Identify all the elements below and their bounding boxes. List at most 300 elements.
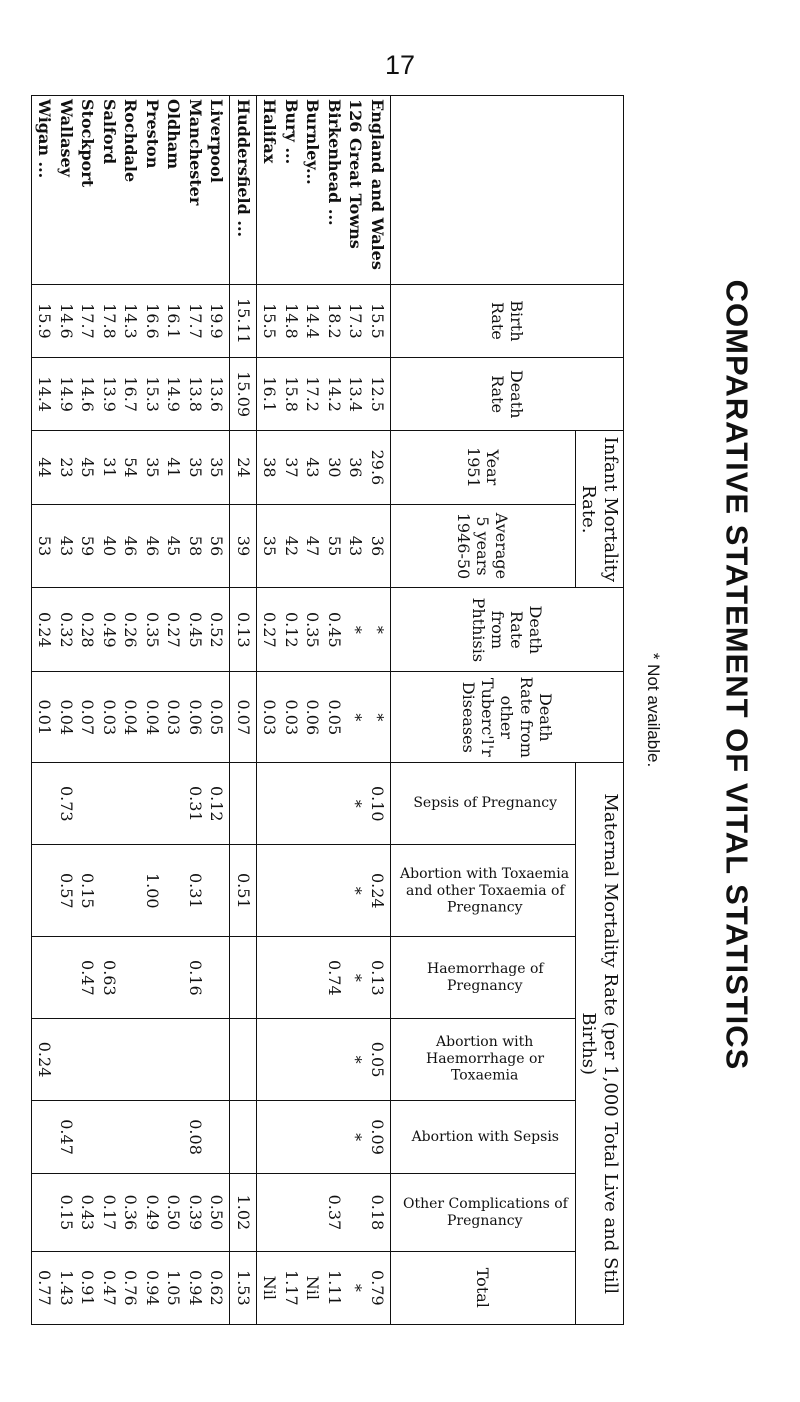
header-maternal-mortality: Maternal Mortality Rate (per 1,000 Total Live and Still Births)	[575, 763, 623, 1325]
cell-haemorrhage	[31, 937, 230, 1019]
area-name: England and Wales	[367, 99, 387, 270]
value: *	[346, 1055, 366, 1064]
value: 14.4	[35, 376, 55, 412]
value: 16.1	[260, 376, 280, 412]
value: 0.05	[367, 1041, 387, 1078]
value	[232, 1104, 254, 1170]
value: 17.7	[78, 303, 98, 339]
header-haemorrhage-label: Haemorrhage of Pregnancy	[426, 961, 544, 994]
value	[259, 1104, 281, 1170]
value: 41	[164, 457, 184, 478]
value	[98, 766, 120, 841]
value: 56	[207, 535, 227, 557]
value: 0.94	[142, 1270, 162, 1306]
value: 0.43	[78, 1194, 98, 1231]
cell-death-rate	[31, 358, 230, 431]
value	[163, 1104, 185, 1170]
value: 15.9	[35, 303, 55, 339]
value: 37	[281, 457, 301, 478]
value: 0.27	[164, 612, 184, 648]
value: 55	[324, 535, 344, 557]
header-sepsis-label: Sepsis of Pregnancy	[412, 795, 557, 812]
value: 0.06	[185, 699, 205, 736]
value: *	[346, 799, 366, 808]
value: 0.03	[164, 699, 184, 736]
value: 0.52	[207, 612, 227, 648]
value: 40	[99, 535, 119, 557]
cell-haemorrhage	[230, 937, 257, 1019]
value	[302, 1104, 324, 1170]
cell-abortion-haem-tox	[31, 1019, 230, 1101]
value	[34, 940, 56, 1015]
value	[259, 1177, 281, 1247]
area-name: Manchester	[185, 99, 205, 206]
value: 18.2	[324, 303, 344, 339]
value	[280, 940, 302, 1015]
header-infant-year-1951: Year 1951	[390, 431, 575, 504]
value: 38	[260, 457, 280, 478]
area-name: Halifax	[260, 99, 280, 164]
footnote-container	[640, 620, 666, 800]
value: 14.6	[78, 376, 98, 412]
value	[98, 1104, 120, 1170]
value: *	[346, 625, 366, 634]
value: 0.31	[185, 785, 205, 822]
value	[120, 766, 142, 841]
value	[323, 1022, 345, 1097]
value: 0.50	[164, 1194, 184, 1231]
value: 0.45	[324, 612, 344, 648]
value: 43	[303, 457, 323, 478]
cell-infant-average	[31, 504, 230, 588]
value	[323, 766, 345, 841]
value: 0.79	[367, 1270, 387, 1306]
value: 0.28	[78, 612, 98, 648]
value: 1.02	[233, 1194, 253, 1231]
value	[259, 848, 281, 933]
value	[163, 848, 185, 933]
header-abortion-haem-tox	[390, 1019, 575, 1101]
cell-phthisis	[31, 588, 230, 672]
header-abortion-toxaemia-label: Abortion with Toxaemia and other Toxaemia of Pregnancy	[400, 865, 570, 916]
area-name: Liverpool	[207, 99, 227, 183]
cell-other-tuberculous	[230, 672, 257, 763]
value: 0.94	[185, 1270, 205, 1306]
area-name: Wallasey	[56, 99, 76, 177]
cell-infant-average	[230, 504, 257, 588]
value: 35	[207, 457, 227, 478]
header-total: Total	[390, 1251, 575, 1324]
vital-statistics-table-container	[35, 95, 624, 1325]
value: 1.43	[56, 1270, 76, 1306]
value: Nil	[260, 1275, 280, 1300]
header-death-rate: Death Rate	[390, 358, 623, 431]
cell-phthisis	[230, 588, 257, 672]
value	[280, 848, 302, 933]
value: 15.5	[260, 303, 280, 339]
value: 0.09	[367, 1119, 387, 1155]
area-name: Stockport	[78, 99, 98, 188]
page-title-container	[708, 70, 764, 1280]
value: 0.01	[35, 699, 55, 736]
value: 0.15	[56, 1194, 76, 1231]
value	[302, 848, 324, 933]
value: 15.11	[233, 298, 253, 344]
cell-infant-1951	[256, 431, 390, 504]
value: 1.00	[142, 872, 162, 909]
value: 0.47	[99, 1270, 119, 1306]
value	[302, 1177, 324, 1247]
value: 0.35	[142, 612, 162, 648]
header-sepsis	[390, 763, 575, 845]
header-infant-average: Average 5 years 1946-50	[390, 504, 575, 588]
header-area	[390, 96, 623, 285]
value: *	[346, 713, 366, 722]
value: 0.04	[142, 699, 162, 736]
value: 45	[78, 457, 98, 478]
value	[141, 766, 163, 841]
cell-abortion-toxaemia	[230, 845, 257, 937]
value	[34, 766, 56, 841]
value	[98, 1022, 120, 1097]
cell-death-rate	[256, 358, 390, 431]
value: 0.24	[35, 1041, 55, 1078]
value: 35	[260, 535, 280, 557]
value: 0.08	[185, 1119, 205, 1155]
value: 13.6	[207, 376, 227, 412]
cell-other-complications	[230, 1174, 257, 1251]
footnote: * Not available.	[644, 652, 663, 768]
value: 19.9	[207, 303, 227, 339]
value: 0.03	[260, 699, 280, 736]
value: 0.15	[78, 872, 98, 909]
header-death-rate-other-tb: Death Rate from other Tuberc'l'r Diseases	[390, 672, 623, 763]
value: 1.11	[324, 1270, 344, 1306]
value	[259, 940, 281, 1015]
value	[280, 1177, 302, 1247]
value: 43	[56, 535, 76, 557]
value: 16.7	[121, 376, 141, 412]
value: 30	[324, 457, 344, 478]
value	[34, 1177, 56, 1247]
value: 0.31	[185, 872, 205, 909]
area-name: Bury ...	[281, 99, 301, 165]
value: *	[367, 625, 387, 634]
cell-other-complications	[31, 1174, 230, 1251]
value: 0.17	[99, 1194, 119, 1231]
value: 36	[367, 535, 387, 557]
value: 0.04	[121, 699, 141, 736]
cell-area-names	[256, 96, 390, 285]
value: 13.8	[185, 376, 205, 412]
cell-haemorrhage	[256, 937, 390, 1019]
cell-other-tuberculous	[256, 672, 390, 763]
value: *	[346, 1283, 366, 1292]
area-name: Rochdale	[121, 99, 141, 183]
value	[34, 848, 56, 933]
area-name: 126 Great Towns	[346, 99, 366, 249]
value: 29.6	[367, 449, 387, 486]
value: 0.05	[207, 699, 227, 736]
value: 0.62	[207, 1270, 227, 1306]
value: 0.73	[56, 785, 76, 822]
cell-total	[31, 1251, 230, 1324]
header-abortion-toxaemia	[390, 845, 575, 937]
table-group-row	[230, 96, 257, 1325]
value	[232, 766, 254, 841]
value: 31	[99, 457, 119, 478]
value: 0.07	[78, 699, 98, 736]
value: 0.07	[233, 699, 253, 736]
cell-infant-1951	[230, 431, 257, 504]
cell-other-complications	[256, 1174, 390, 1251]
area-name: Oldham	[164, 99, 184, 170]
value: 1.05	[164, 1270, 184, 1306]
value: 42	[281, 535, 301, 557]
value: *	[346, 1133, 366, 1142]
cell-area-names	[31, 96, 230, 285]
value	[280, 1104, 302, 1170]
cell-abortion-haem-tox	[230, 1019, 257, 1101]
area-name: Wigan ...	[35, 99, 55, 179]
vital-statistics-table	[31, 95, 624, 1325]
header-infant-mortality: Infant Mortality Rate.	[575, 431, 623, 588]
header-other-complications-label: Other Complications of Pregnancy	[402, 1195, 568, 1229]
page-number: 17	[384, 50, 416, 80]
value	[184, 1022, 206, 1097]
value: 0.10	[367, 785, 387, 822]
value: 14.4	[303, 303, 323, 339]
value: 0.03	[99, 699, 119, 736]
table-group-row	[31, 96, 230, 1325]
cell-death-rate	[230, 358, 257, 431]
cell-total	[230, 1251, 257, 1324]
table-body	[31, 96, 390, 1325]
value	[206, 1104, 228, 1170]
value: 0.13	[233, 612, 253, 648]
value	[259, 766, 281, 841]
value: 0.76	[121, 1270, 141, 1306]
value: 12.5	[367, 376, 387, 412]
cell-total	[256, 1251, 390, 1324]
value: 46	[142, 535, 162, 557]
header-row-1	[575, 96, 623, 1325]
value: 14.8	[281, 303, 301, 339]
value: 44	[35, 457, 55, 478]
value: 0.04	[56, 699, 76, 736]
area-name: Huddersfield ...	[233, 99, 253, 238]
cell-abortion-haem-tox	[256, 1019, 390, 1101]
value	[141, 940, 163, 1015]
value: 14.9	[164, 376, 184, 412]
value	[163, 766, 185, 841]
value: 0.18	[367, 1194, 387, 1231]
value: 54	[121, 457, 141, 478]
area-name: Preston	[142, 99, 162, 169]
cell-abortion-toxaemia	[31, 845, 230, 937]
value: 0.50	[207, 1194, 227, 1231]
value: 17.2	[303, 376, 323, 412]
value: 0.77	[35, 1270, 55, 1306]
value	[259, 1022, 281, 1097]
value	[345, 1177, 367, 1247]
value	[232, 1022, 254, 1097]
cell-sepsis	[31, 763, 230, 845]
value: 0.91	[78, 1270, 98, 1306]
cell-birth-rate	[256, 284, 390, 357]
value: 15.09	[233, 371, 253, 418]
value	[163, 1022, 185, 1097]
value: 1.17	[281, 1270, 301, 1306]
header-haemorrhage	[390, 937, 575, 1019]
value: 0.49	[142, 1194, 162, 1231]
value: 0.49	[99, 612, 119, 648]
value: 14.6	[56, 303, 76, 339]
cell-abortion-sepsis	[230, 1100, 257, 1173]
value	[206, 940, 228, 1015]
header-abortion-sepsis-label: Abortion with Sepsis	[411, 1128, 559, 1145]
value: 0.12	[207, 785, 227, 822]
value	[141, 1104, 163, 1170]
value: 0.27	[260, 612, 280, 648]
value: 0.24	[367, 872, 387, 909]
cell-infant-average	[256, 504, 390, 588]
value	[206, 1022, 228, 1097]
value	[120, 1022, 142, 1097]
value: 0.39	[185, 1194, 205, 1231]
header-other-complications	[390, 1174, 575, 1251]
value: 14.2	[324, 376, 344, 412]
value: 15.5	[367, 303, 387, 339]
value	[98, 848, 120, 933]
value: 0.24	[35, 612, 55, 648]
cell-sepsis	[230, 763, 257, 845]
cell-other-tuberculous	[31, 672, 230, 763]
area-name: Birkenhead ...	[324, 99, 344, 226]
value: 16.6	[142, 303, 162, 339]
cell-phthisis	[256, 588, 390, 672]
value: 24	[233, 457, 253, 478]
value: 39	[233, 535, 253, 557]
value	[77, 766, 99, 841]
value: 17.3	[346, 303, 366, 339]
value: 13.9	[99, 376, 119, 412]
value: 14.3	[121, 303, 141, 339]
header-birth-rate: Birth Rate	[390, 284, 623, 357]
area-name: Salford	[99, 99, 119, 165]
value	[77, 1104, 99, 1170]
value: 0.47	[56, 1119, 76, 1155]
value	[280, 766, 302, 841]
header-death-rate-phthisis: Death Rate from Phthisis	[390, 588, 623, 672]
cell-birth-rate	[230, 284, 257, 357]
value	[120, 940, 142, 1015]
value	[302, 766, 324, 841]
value: 0.63	[99, 960, 119, 996]
header-abortion-haem-tox-label: Abortion with Haemorrhage or Toxaemia	[425, 1034, 544, 1084]
value	[141, 1022, 163, 1097]
cell-sepsis	[256, 763, 390, 845]
value	[55, 940, 77, 1015]
page-title: COMPARATIVE STATEMENT OF VITAL STATISTICS	[719, 279, 755, 1071]
value: 47	[303, 535, 323, 557]
value: 23	[56, 457, 76, 478]
value	[206, 848, 228, 933]
cell-abortion-toxaemia	[256, 845, 390, 937]
value: 17.7	[185, 303, 205, 339]
value	[120, 1104, 142, 1170]
value	[77, 1022, 99, 1097]
value: 0.45	[185, 612, 205, 648]
value: 36	[346, 457, 366, 478]
value	[302, 940, 324, 1015]
value: 59	[78, 535, 98, 557]
value: 46	[121, 535, 141, 557]
value: Nil	[303, 1275, 323, 1300]
value: 14.9	[56, 376, 76, 412]
value	[55, 1022, 77, 1097]
value: 0.13	[367, 960, 387, 996]
value	[323, 1104, 345, 1170]
value: *	[346, 886, 366, 895]
value: 0.05	[324, 699, 344, 736]
value: 0.47	[78, 960, 98, 996]
header-abortion-sepsis	[390, 1100, 575, 1173]
value	[280, 1022, 302, 1097]
value	[302, 1022, 324, 1097]
cell-area-names	[230, 96, 257, 285]
value	[323, 848, 345, 933]
value: 35	[185, 457, 205, 478]
value: 0.03	[281, 699, 301, 736]
value: *	[346, 973, 366, 982]
value: 0.26	[121, 612, 141, 648]
value: 0.35	[303, 612, 323, 648]
value	[163, 940, 185, 1015]
value: 43	[346, 535, 366, 557]
value: 35	[142, 457, 162, 478]
value: 53	[35, 535, 55, 557]
value: 0.37	[324, 1194, 344, 1231]
value	[120, 848, 142, 933]
value	[34, 1104, 56, 1170]
value: 45	[164, 535, 184, 557]
value: 58	[185, 535, 205, 557]
value: 1.53	[233, 1270, 253, 1306]
cell-birth-rate	[31, 284, 230, 357]
cell-abortion-sepsis	[256, 1100, 390, 1173]
value: 0.06	[303, 699, 323, 736]
value: 0.57	[56, 872, 76, 909]
value: 16.1	[164, 303, 184, 339]
value: 17.8	[99, 303, 119, 339]
value: 0.36	[121, 1194, 141, 1231]
value: 0.16	[185, 960, 205, 996]
value: *	[367, 713, 387, 722]
table-group-row	[256, 96, 390, 1325]
value: 15.8	[281, 376, 301, 412]
value	[232, 940, 254, 1015]
value: 0.12	[281, 612, 301, 648]
value: 15.3	[142, 376, 162, 412]
cell-abortion-sepsis	[31, 1100, 230, 1173]
value: 13.4	[346, 376, 366, 412]
cell-infant-1951	[31, 431, 230, 504]
value: 0.74	[324, 960, 344, 996]
value: 0.32	[56, 612, 76, 648]
area-name: Burnley...	[303, 99, 323, 185]
value: 0.51	[233, 872, 253, 909]
